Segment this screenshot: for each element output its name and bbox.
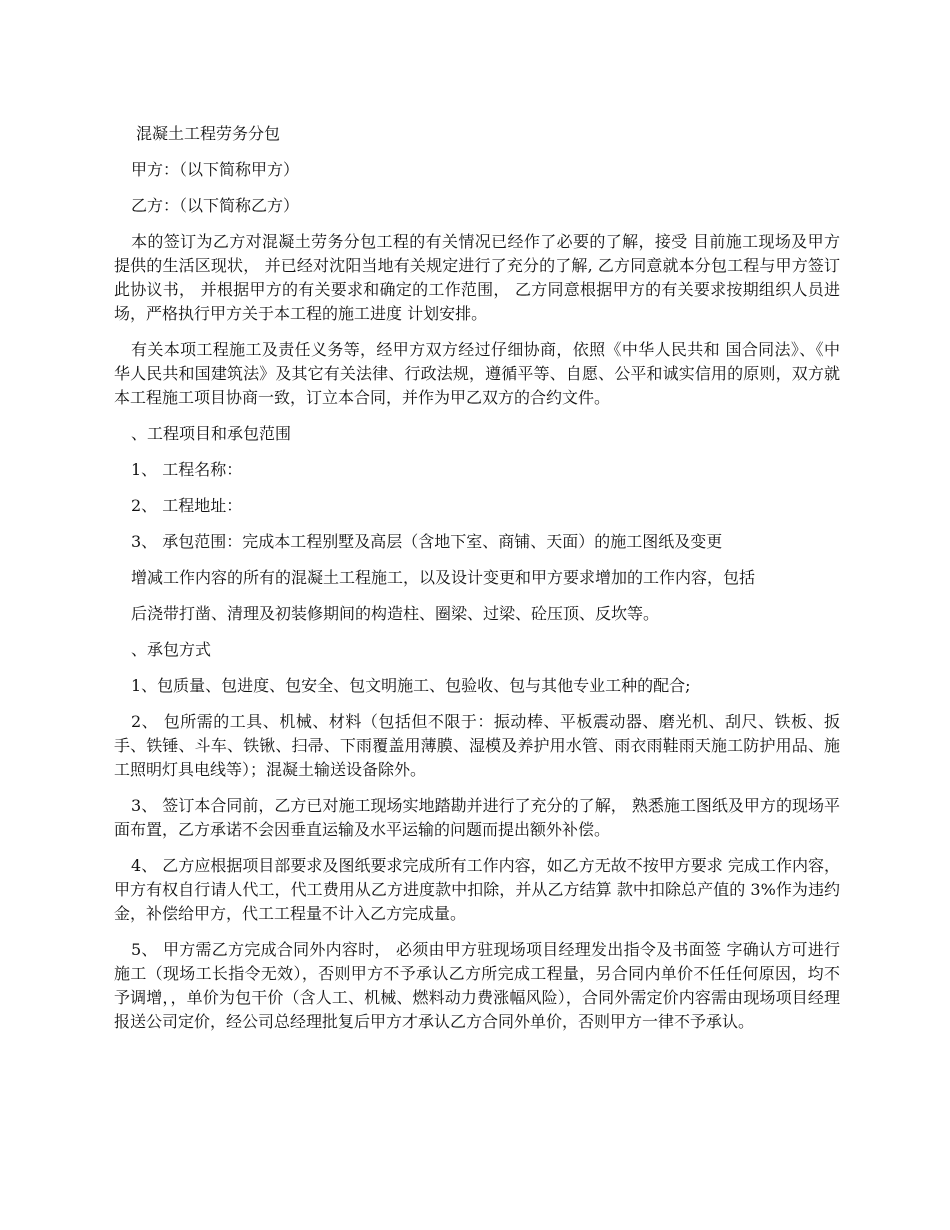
item-method-2: 2、 包所需的工具、机械、材料（包括但不限于：振动棒、平板震动器、磨光机、刮尺、铁板、扳手、铁锤、斗车、铁锹、扫帚、下雨覆盖用薄膜、湿模及养护用水管、雨衣雨鞋雨天施工防护用品、施工照明灯具电线等）；混凝土输送设备除外。 [114, 712, 840, 779]
paragraph-preamble: 本的签订为乙方对混凝土劳务分包工程的有关情况已经作了必要的了解，接受 目前施工现场及甲方提供的生活区现状， 并已经对沈阳当地有关规定进行了充分的了解, 乙方同意就本分包工程与甲方签订此协议书， 并根据甲方的有关要求和确定的工作范围， 乙方同意根据甲方的有关要求按期组织人员进场，严格执行甲方关于本工程的施工进度 计划安排。 [114, 232, 840, 323]
paragraph-legal-basis: 有关本项工程施工及责任义务等，经甲方双方经过仔细协商，依照《中华人民共和 国合同法》、《中华人民共和国建筑法》及其它有关法律、行政法规，遵循平等、自愿、公平和诚实信用的原则，双方就本工程施工项目协商一致，订立本合同，并作为甲乙双方的合约文件。 [114, 340, 840, 407]
paragraph-scope-details: 后浇带打凿、清理及初装修期间的构造柱、圈梁、过梁、砼压顶、反坎等。 [131, 604, 660, 623]
item-project-name: 1、 工程名称： [131, 460, 243, 479]
party-a-line: 甲方：（以下简称甲方） [131, 160, 300, 179]
item-method-4: 4、 乙方应根据项目部要求及图纸要求完成所有工作内容，如乙方无故不按甲方要求 完成工作内容，甲方有权自行请人代工，代工费用从乙方进度款中扣除，并从乙方结算 款中扣除总产值的 3%作为违约金，补偿给甲方，代工工程量不计入乙方完成量。 [114, 856, 840, 923]
item-project-address: 2、 工程地址： [131, 496, 243, 515]
party-b-line: 乙方：（以下简称乙方） [131, 196, 300, 215]
item-contract-scope: 3、 承包范围：完成本工程别墅及高层（含地下室、商铺、天面）的施工图纸及变更 [131, 532, 723, 551]
section-heading-method: 、承包方式 [131, 640, 212, 659]
section-heading-scope: 、工程项目和承包范围 [131, 424, 292, 443]
item-method-5: 5、 甲方需乙方完成合同外内容时， 必须由甲方驻现场项目经理发出指令及书面签 字确认方可进行施工（现场工长指令无效），否则甲方不予承认乙方所完成工程量，另合同内单价不任任何原因，均不予调增，，单价为包干价（含人工、机械、燃料动力费涨幅风险），合同外需定价内容需由现场项目经理报送公司定价，经公司总经理批复后甲方才承认乙方合同外单价，否则甲方一律不予承认。 [114, 940, 840, 1031]
document-title: 混凝土工程劳务分包 [136, 124, 281, 143]
item-method-3: 3、 签订本合同前，乙方已对施工现场实地踏勘并进行了充分的了解， 熟悉施工图纸及甲方的现场平面布置，乙方承诺不会因垂直运输及水平运输的问题而提出额外补偿。 [114, 796, 840, 839]
paragraph-scope-continued: 增减工作内容的所有的混凝土工程施工，以及设计变更和甲方要求增加的工作内容，包括 [131, 568, 756, 587]
item-method-1: 1、包质量、包进度、包安全、包文明施工、包验收、包与其他专业工种的配合; [131, 676, 691, 695]
